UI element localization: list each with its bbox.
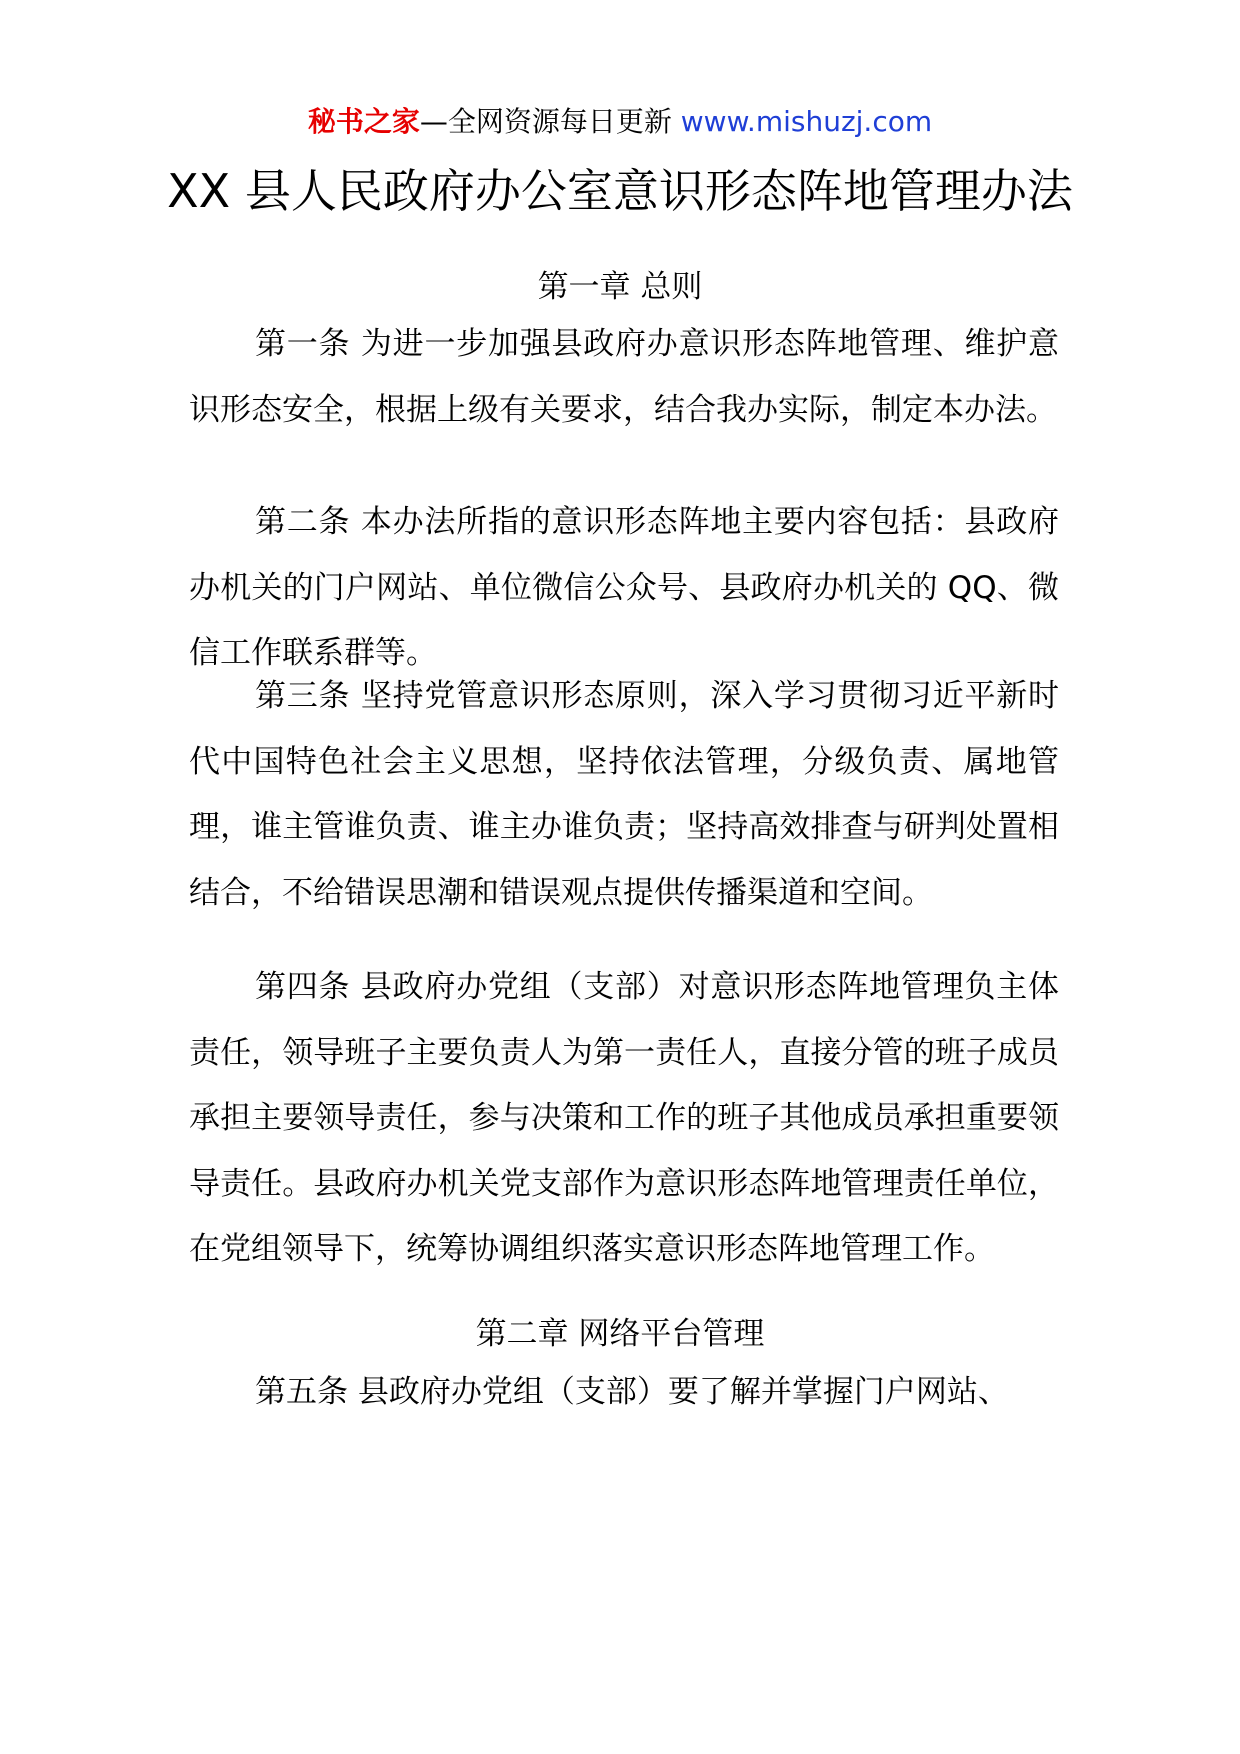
brand-name: 秘书之家 bbox=[307, 105, 420, 138]
site-url-link[interactable]: www.mishuzj.com bbox=[680, 105, 933, 138]
article-2: 第二条 本办法所指的意识形态阵地主要内容包括：县政府办机关的门户网站、单位微信公众号、县政府办机关的 QQ、微信工作联系群等。 bbox=[189, 504, 1059, 671]
chapter-heading-1: 第一章 总则 bbox=[537, 269, 703, 305]
document-title: XX 县人民政府办公室意识形态阵地管理办法 bbox=[167, 164, 1073, 218]
site-banner bbox=[0, 102, 1240, 142]
article-3: 第三条 坚持党管意识形态原则，深入学习贯彻习近平新时代中国特色社会主义思想，坚持依法管理，分级负责、属地管理，谁主管谁负责、谁主办谁负责；坚持高效排查与研判处置相结合，不给错误思潮和错误观点提供传播渠道和空间。 bbox=[189, 678, 1059, 911]
article-5: 第五条 县政府办党组（支部）要了解并掌握门户网站、 bbox=[255, 1374, 1009, 1410]
article-1: 第一条 为进一步加强县政府办意识形态阵地管理、维护意识形态安全，根据上级有关要求，结合我办实际，制定本办法。 bbox=[189, 326, 1059, 428]
banner-slogan: —全网资源每日更新 bbox=[419, 105, 681, 138]
article-4: 第四条 县政府办党组（支部）对意识形态阵地管理负主体责任，领导班子主要负责人为第一责任人，直接分管的班子成员承担主要领导责任，参与决策和工作的班子其他成员承担重要领导责任。县政府办机关党支部作为意识形态阵地管理责任单位，在党组领导下，统筹协调组织落实意识形态阵地管理工作。 bbox=[189, 969, 1059, 1267]
chapter-heading-2: 第二章 网络平台管理 bbox=[475, 1316, 765, 1352]
